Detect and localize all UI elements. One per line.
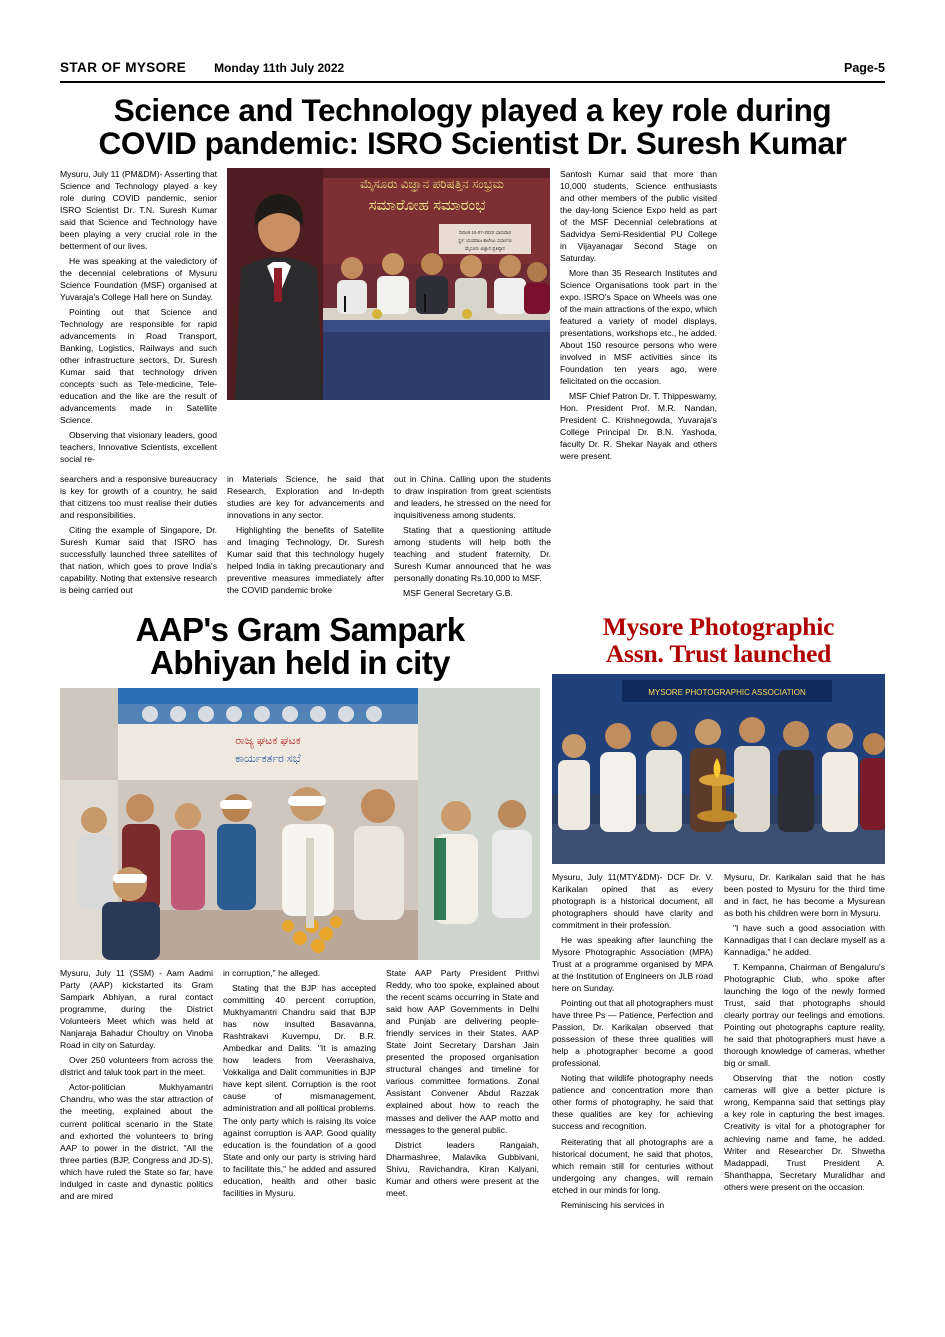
- article2-col2: [223, 967, 376, 1202]
- lower-section: [60, 610, 885, 1211]
- paragraph: in Materials Science, he said that Research, Exploration and In-depth studies are key for advancements and innovations in any sector.: [227, 473, 384, 520]
- svg-text:ಸಮಾರೋಹ ಸಮಾರಂಭ: ಸಮಾರೋಹ ಸಮಾರಂಭ: [368, 196, 486, 214]
- svg-text:MYSORE PHOTOGRAPHIC ASSOCIATIO: MYSORE PHOTOGRAPHIC ASSOCIATION: [648, 687, 806, 697]
- paragraph: Observing that the notion costly cameras will give a better picture is wrong, Kempanna said that settings play a key role in capturing the best images. Creativity is vital for a photographer for achieving name and fame, he added. Writer and Researcher Dr. Shwetha Madappadi, Trust President A. Shanthappa, Secretary Muralidhar and others were present on the occasion.: [724, 1073, 885, 1192]
- article2: [60, 610, 540, 1211]
- article3-columns: [552, 871, 885, 1211]
- article1-headline: [60, 94, 885, 161]
- paragraph: MSF General Secretary G.B.: [403, 587, 513, 598]
- article3-headline-line1: Mysore Photographic: [602, 611, 835, 641]
- paragraph: Santosh Kumar said that more than 10,000 students, Science enthusiasts and other members of the public visited the day-long Science Expo held as part of the MSF Decennial celebrations at Sadvidya Semi-Residential PU College in Vijayanagar Second Stage on Saturday.: [560, 168, 717, 263]
- paragraph: State AAP Party President Prithvi Reddy, who too spoke, explained about the recent scams occurring in State and said how AAP Governments in Delhi and Punjab are delivering people-friendly services in their States. AAP State Joint Secretary Darshan Jain presented the proposed organisation structural changes and timeline for various committee formations. Zonal Assistant Convener Abdul Razzak explained about how to reach the masses and deliver the AAP motto and messages to the general public.: [386, 968, 539, 1135]
- paragraph: Mysuru, July 11(MTY&DM)- DCF Dr. V. Karikalan opined that as every photograph is a historical document, all photographers should have clarity and commitment in their profession.: [552, 871, 713, 930]
- article1-col4: [394, 473, 551, 599]
- masthead-left: [60, 60, 344, 75]
- svg-text:ಸ್ಥಳ: ಯುವರಾಜ ಕಾಲೇಜು ಸಭಾಂಗಣ: ಸ್ಥಳ: ಯುವರಾಜ ಕಾಲೇಜು ಸಭಾಂಗಣ: [458, 237, 512, 243]
- article1-headline-line1: Science and Technology played a key role during: [113, 92, 832, 128]
- article1-col2: [60, 473, 217, 599]
- paragraph: Pointing out that all photographers must have three Ps — Patience, Perfection and Passion, Dr. Karikalan observed that possession of these three qualities will help a photographer become a good professional.: [552, 998, 713, 1069]
- svg-text:ರಾಜ್ಯ ಘಟಕ ಘಟಕ: ರಾಜ್ಯ ಘಟಕ ಘಟಕ: [235, 735, 301, 748]
- article1-col5: [560, 168, 717, 466]
- paragraph: in corruption," he alleged.: [223, 968, 321, 979]
- article2-headline-line2: Abhiyan held in city: [150, 644, 450, 682]
- paragraph: "I have such a good association with Kannadigas that I can declare myself as a Kannadiga," he added.: [724, 922, 885, 958]
- article1-col3: [227, 473, 384, 599]
- svg-text:ಮೈಸೂರು ವಿಜ್ಞಾನ ಪರಿಷತ್ತಿನ ಸಂಭ್ರ: ಮೈಸೂರು ವಿಜ್ಞಾನ ಪರಿಷತ್ತಿನ ಸಂಭ್ರಮ: [360, 176, 504, 191]
- paragraph: searchers and a responsive bureaucracy is key for growth of a country, he said that citizens too must realise their duties and responsibilities.: [60, 473, 217, 520]
- photo-dais-image: [227, 168, 550, 400]
- article3-headline-line2: Assn. Trust launched: [605, 638, 832, 668]
- paragraph: Citing the example of Singapore, Dr. Suresh Kumar said that ISRO has successfully launched three satellites of that nation, which goes to prove India's capability. Noting that extensive research is being carried out: [60, 524, 217, 595]
- paragraph: More than 35 Research Institutes and Science Organisations took part in the expo. ISRO's Space on Wheels was one of the main attractions of the expo, which featured a variety of model displays, presentations, workshops etc., he added. About 150 resource persons who were involved in MSF activities since its Foundation ten years ago, were felicitated on the occasion.: [560, 268, 717, 387]
- paragraph: Over 250 volunteers from across the district and taluk took part in the meet.: [60, 1055, 213, 1078]
- article2-col3: [386, 967, 539, 1202]
- paragraph: He was speaking after launching the Mysore Photographic Association (MPA) Trust at a programme organised by MPA at the Institution of Engineers on JLB road here on Sunday.: [552, 935, 713, 994]
- paragraph: Noting that wildlife photography needs patience and concentration more than other forms of photography, he said that these qualities are key for achieving success and recognition.: [552, 1073, 713, 1132]
- paragraph: MSF Chief Patron Dr. T. Thippeswamy, Hon. President Prof. M.R. Nandan, President C. Krishnegowda, Yuvaraja's College Principal Dr. B.N. Yashoda, faculty Dr. R. Shekar Nayak and others were present.: [560, 391, 717, 462]
- page-content: [60, 60, 885, 1275]
- article3: [552, 613, 885, 1211]
- paragraph: T. Kempanna, Chairman of Bengaluru's Photographic Club, who spoke after launching the logo of the newly formed Trust, said that photographs should clearly portray our feelings and emotions. Pointing out photographs capture reality, he said that photographers must have a thorough knowledge of cameras, whether big or small.: [724, 962, 885, 1069]
- article1: [60, 168, 885, 599]
- article3-headline: [552, 613, 885, 667]
- photo-mpa-image: [552, 674, 885, 864]
- masthead: [60, 60, 885, 83]
- article1-col1: [60, 168, 217, 466]
- paragraph: Mysuru, Dr. Karikalan said that he has been posted to Mysuru for the third time and in fact, he has become a Mysurean as both his children were born in Mysuru.: [724, 871, 885, 918]
- paragraph: Reiterating that all photographs are a historical document, he said that photos, which remain still for centuries without undergoing any changes, will remain etched in our minds for long.: [552, 1136, 713, 1195]
- article3-col2: [724, 871, 885, 1211]
- paragraph: out in China. Calling upon the students to draw inspiration from great scientists and leaders, he stressed on the need for inquisitiveness among students.: [394, 473, 551, 520]
- article2-headline: [60, 610, 540, 682]
- paragraph: Stating that a questioning attitude among students will help both the teaching and student fraternity, Dr. Suresh Kumar announced that he was personally donating Rs.10,000 to MSF.: [394, 524, 551, 583]
- article1-photo: [227, 168, 550, 400]
- paragraph: Pointing out that Science and Technology are responsible for rapid advancements in Road Transport, Banking, Logistics, Railways and such other infrastructure sectors, Dr. Suresh Kumar said that technology driven concepts such as Tele-medicine, Tele-education and the like are the result of advancements made in Satellite Science.: [60, 307, 217, 426]
- article1-top-row: [60, 168, 885, 466]
- article3-col1: [552, 871, 713, 1211]
- paper-date: Monday 11th July 2022: [214, 61, 345, 75]
- paragraph: He was speaking at the valedictory of the decennial celebrations of Mysuru Science Foundation (MSF) organised at Yuvaraja's College Hall here on Sunday.: [60, 255, 217, 303]
- paragraph: Observing that visionary leaders, good teachers, Innovative Scientists, excellent social re-: [60, 430, 217, 465]
- paragraph: Reminiscing his services in: [561, 1199, 665, 1210]
- photo-aap-image: [60, 688, 540, 960]
- paragraph: Stating that the BJP has accepted committing 40 percent corruption, Mukhyamantri Chandru said that BJP has now insulted Basavanna, Rashtrakavi Kuvempu, Dr. B.R. Ambedkar and Dalits. "It is amazing how leaders from Veerashaiva, Vokkaliga and Dalit communities in BJP have kept silent. Corruption is the root cause of mismanagement, administration and all political problems. The only party which is raising its voice against corruption is AAP. Good quality education is the foundation of a good State and only our party is striving hard to facilitate this," he added and assured education, health and other basic facilities in Mysuru.: [223, 983, 376, 1198]
- article2-col1: [60, 967, 213, 1202]
- article2-columns: [60, 967, 540, 1202]
- paragraph: Highlighting the benefits of Satellite and Imaging Technology, Dr. Suresh Kumar said that this technology hugely helped India in taking precautionary and preventive measures immediately after the COVID pandemic broke: [227, 524, 384, 595]
- paper-title: STAR OF MYSORE: [60, 60, 187, 75]
- article2-headline-line1: AAP's Gram Sampark: [135, 610, 465, 648]
- article3-photo: [552, 674, 885, 864]
- paragraph: Actor-politician Mukhyamantri Chandru, who was the star attraction of the meeting, explained about the current political scenario in the State and exhorted the volunteers to bring AAP to power in the district. "All the three parties (BJP, Congress and JD-S), which have ruled the State so far, have indulged in caste and dynastic politics and are mired: [60, 1082, 213, 1201]
- paragraph: District leaders Rangaiah, Dharmashree, Malavika Gubbivani, Shivu, Ravichandra, Kiran Kalyani, Kumar and others were present at the meet.: [386, 1139, 539, 1198]
- article1-bottom-row: [60, 473, 885, 599]
- page-number: Page-5: [844, 61, 885, 75]
- paragraph: Mysuru, July 11 (SSM) - Aam Aadmi Party (AAP) kickstarted its Gram Sampark Abhiyan, a rural contact programme, during the District Volunteers Meet which was held at Nanjaraja Bahadur Choultry on Vinoba Road in city on Saturday.: [60, 968, 213, 1051]
- svg-text:ಮೈಸೂರು ವಿಜ್ಞಾನ ಪ್ರತಿಷ್ಠಾನ: ಮೈಸೂರು ವಿಜ್ಞಾನ ಪ್ರತಿಷ್ಠಾನ: [465, 245, 505, 251]
- article2-photo: [60, 688, 540, 960]
- svg-text:ಕಾರ್ಯಕರ್ತರ ಸಭೆ: ಕಾರ್ಯಕರ್ತರ ಸಭೆ: [235, 753, 301, 766]
- paragraph: Mysuru, July 11 (PM&DM)- Asserting that Science and Technology played a key role during COVID pandemic, senior ISRO Scientist Dr. T.N. Suresh Kumar said that Science and Technology have been playing a very crucial role in the betterment of our lives.: [60, 168, 217, 251]
- article1-headline-line2: COVID pandemic: ISRO Scientist Dr. Suresh Kumar: [98, 125, 847, 162]
- svg-text:ದಿನಾಂಕ 10-07-2022 ಭಾನುವಾರ: ದಿನಾಂಕ 10-07-2022 ಭಾನುವಾರ: [459, 229, 511, 235]
